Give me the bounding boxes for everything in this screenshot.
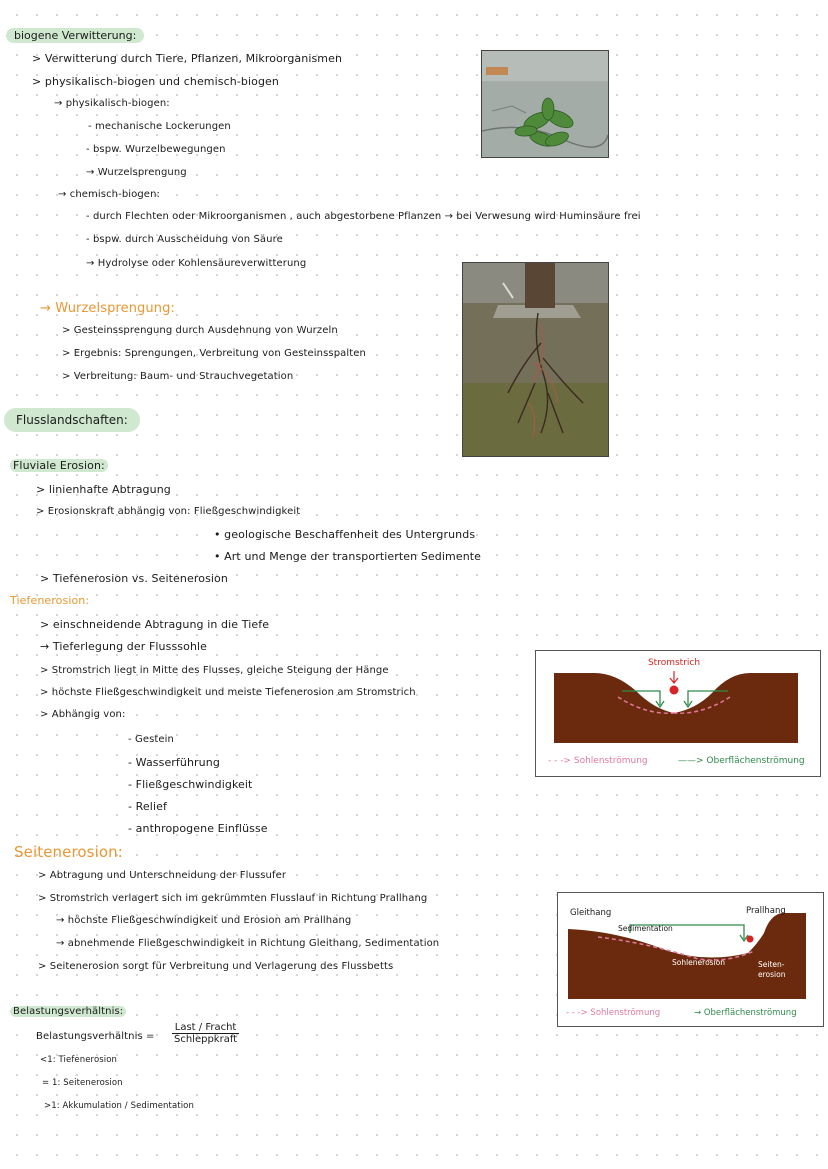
diagram-tiefenerosion-cross-section (535, 650, 821, 777)
section-title-tiefenerosion: Tiefenerosion: (10, 594, 90, 607)
text-line: > Abtragung und Unterschneidung der Flussufer (38, 870, 287, 881)
text-line: - Relief (128, 800, 167, 813)
belastungsverhaeltnis-label: Belastungsverhältnis: (10, 1006, 126, 1017)
text-line: > Erosionskraft abhängig von: Fließgeschwindigkeit (36, 506, 301, 517)
photo-plant-on-pavement (481, 50, 609, 158)
text-line: → Wurzelsprengung (86, 167, 187, 178)
text-line: - durch Flechten oder Mikroorganismen , auch abgestorbene Pflanzen → bei Verwesung wird Huminsäure frei (86, 211, 641, 222)
stromstrich-label: Stromstrich (647, 658, 701, 668)
text-line: • geologische Beschaffenheit des Untergrunds (214, 528, 476, 541)
text-line: > Tiefenerosion vs. Seitenerosion (40, 572, 228, 585)
text-line: - anthropogene Einflüsse (128, 822, 268, 835)
section-title-belastungsverhaeltnis (10, 1005, 126, 1019)
text-line: > linienhafte Abtragung (36, 483, 171, 496)
text-line: > Abhängig von: (40, 709, 126, 720)
formula-fraction (172, 1022, 239, 1045)
text-line: → abnehmende Fließgeschwindigkeit in Richtung Gleithang, Sedimentation (56, 938, 440, 949)
soil-profile (554, 673, 798, 743)
legend-sohlenstroemung: - - -> Sohlenströmung (548, 756, 648, 766)
text-line: > höchste Fließgeschwindigkeit und meiste Tiefenerosion am Stromstrich (40, 687, 416, 698)
text-line: - Gestein (128, 734, 174, 745)
diagram-tiefenerosion-svg (536, 651, 820, 776)
text-line: > Ergebnis: Sprengungen, Verbreitung von Gesteinsspalten (62, 348, 366, 359)
text-line: > physikalisch-biogen und chemisch-biogen (32, 75, 279, 88)
formula-numerator: Last / Fracht (172, 1022, 239, 1034)
text-line: → chemisch-biogen: (58, 189, 160, 200)
formula-denominator: Schleppkraft (174, 1034, 238, 1045)
text-line: - Wasserführung (128, 756, 220, 769)
text-line: = 1: Seitenerosion (42, 1078, 123, 1088)
stromstrich-arrow (670, 671, 678, 683)
text-line: - bspw. Wurzelbewegungen (86, 144, 226, 155)
text-line: → Tieferlegung der Flusssohle (40, 640, 208, 653)
section-title-fluviale-erosion (10, 459, 108, 473)
photo-tree-roots-pavement (462, 262, 609, 457)
legend-sohlenstroemung: - - -> Sohlenströmung (566, 1008, 661, 1018)
text-line: > Verwitterung durch Tiere, Pflanzen, Mikroorganismen (32, 52, 343, 65)
stromstrich-dot (747, 936, 754, 943)
text-line: > Seitenerosion sorgt für Verbreitung und Verlagerung des Flussbetts (38, 961, 394, 972)
section-title-wurzelsprengung: → Wurzelsprengung: (40, 301, 175, 316)
sohlenerosion-label: Sohlenerosion (672, 958, 726, 967)
text-line: > einschneidende Abtragung in die Tiefe (40, 618, 270, 631)
stromstrich-dot (670, 686, 679, 695)
text-line: - bspw. durch Ausscheidung von Säure (86, 234, 283, 245)
sedimentation-label: Sedimentation (618, 924, 673, 933)
text-line: → physikalisch-biogen: (54, 98, 170, 109)
seitenerosion-label-2: erosion (758, 970, 786, 979)
text-line: > Stromstrich verlagert sich im gekrümmten Flusslauf in Richtung Prallhang (38, 893, 428, 904)
text-line: > Stromstrich liegt in Mitte des Flusses, gleiche Steigung der Hänge (40, 665, 389, 676)
text-line: > Gesteinssprengung durch Ausdehnung von Wurzeln (62, 325, 338, 336)
legend-oberflaechenstroemung: ——> Oberflächenströmung (678, 756, 805, 766)
text-line: >1: Akkumulation / Sedimentation (44, 1101, 194, 1111)
diagram-seitenerosion-cross-section (557, 892, 824, 1027)
section-title-seitenerosion: Seitenerosion: (14, 843, 123, 861)
text-line: - mechanische Lockerungen (88, 121, 231, 132)
section-title-flusslandschaften: Flusslandschaften: (4, 408, 140, 432)
text-line: > Verbreitung: Baum- und Strauchvegetation (62, 371, 294, 382)
text-line: <1: Tiefenerosion (40, 1055, 118, 1065)
text-line: • Art und Menge der transportierten Sedimente (214, 550, 482, 563)
section-title-biogene-verwitterung: biogene Verwitterung: (6, 28, 144, 43)
gleithang-label: Gleithang (570, 908, 612, 918)
diagram-seitenerosion-svg (558, 893, 823, 1026)
text-line: → höchste Fließgeschwindigkeit und Erosion am Prallhang (56, 915, 352, 926)
seitenerosion-label-1: Seiten- (758, 960, 785, 969)
text-line: - Fließgeschwindigkeit (128, 778, 253, 791)
text-line: → Hydrolyse oder Kohlensäureverwitterung (86, 258, 307, 269)
legend-oberflaechenstroemung: → Oberflächenströmung (694, 1008, 797, 1018)
prallhang-label: Prallhang (746, 906, 786, 916)
formula-left: Belastungsverhältnis = (36, 1031, 155, 1042)
fluviale-erosion-label: Fluviale Erosion: (10, 459, 108, 472)
